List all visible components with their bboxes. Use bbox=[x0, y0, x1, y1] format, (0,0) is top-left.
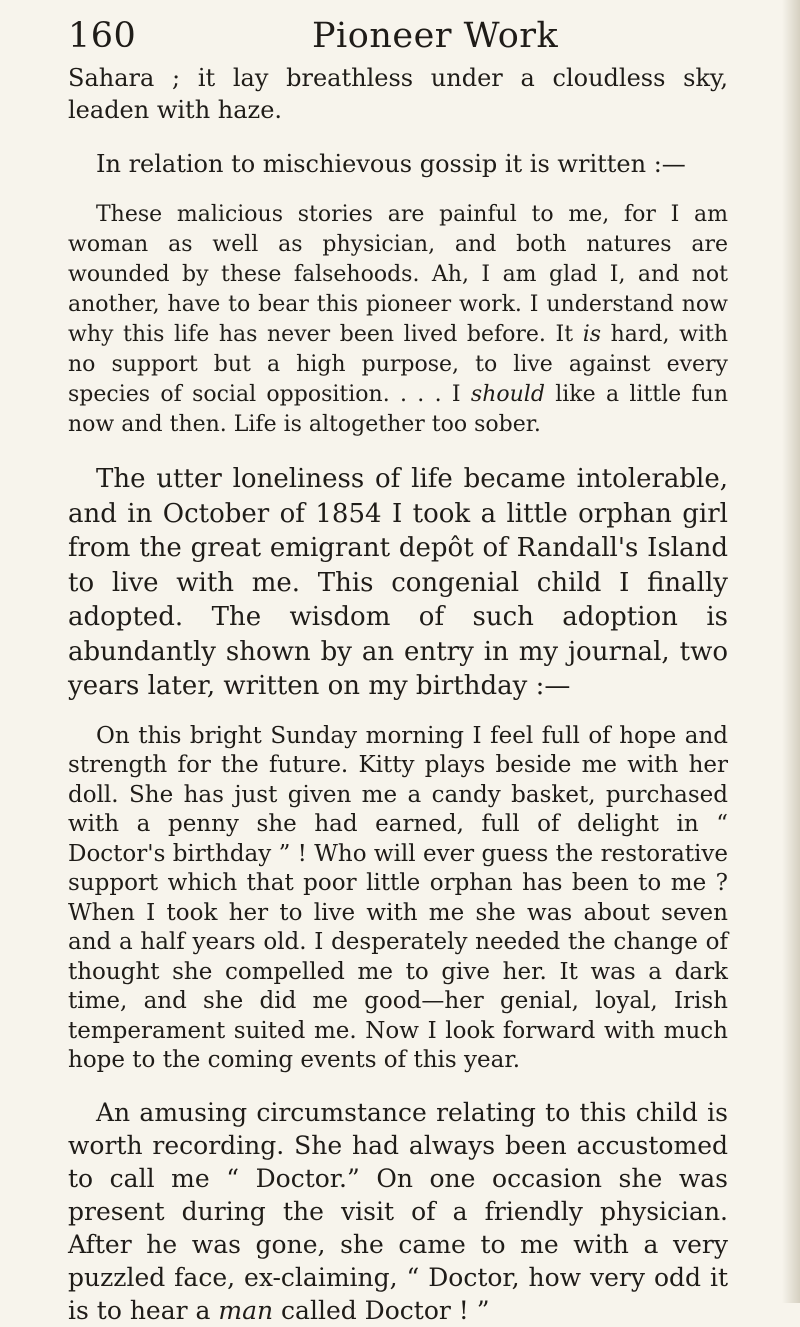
paragraph-loneliness-adoption: The utter loneliness of life became intolerable, and in October of 1854 I took a little orphan girl from the great emigrant depôt of Randall's Island to live with me. This congenial child I finally adopted. The wisdom of such adoption is abundantly shown by an entry in my journal, two years later, written on my birthday :— bbox=[68, 464, 728, 701]
emphasis-should: should bbox=[470, 382, 545, 407]
paragraph-amusing-circumstance bbox=[68, 1096, 728, 1327]
emphasis-is: is bbox=[582, 322, 602, 347]
quote-text-part: hard, with no support but a high purpose, to live against every species of social opposition. . . . I bbox=[68, 322, 728, 407]
quote-text-part: These malicious stories are painful to me, for I am woman as well as physician, and both natures are wounded by these falsehoods. Ah, I am glad I, and not another, have to bear this pioneer work. I understand now why this life has never been lived before. It bbox=[68, 202, 728, 347]
paragraph-gossip-intro: In relation to mischievous gossip it is written :— bbox=[96, 150, 686, 178]
anecdote-text-part: An amusing circumstance relating to this child is worth recording. She had always been accustomed to call me “ Doctor.” On one occasion she was present during the visit of a friendly physician. After he was gone, she came to me with a very puzzled face, ex-claiming, “ Doctor, how very odd it is to hear a bbox=[68, 1097, 728, 1325]
paragraph-continuation: Sahara ; it lay breathless under a cloudless sky, leaden with haze. bbox=[68, 64, 728, 124]
quote-journal-birthday: On this bright Sunday morning I feel full of hope and strength for the future. Kitty plays beside me with her doll. She has just given me a candy basket, purchased with a penny she had earned, full of delight in “ Doctor's birthday ” ! Who will ever guess the restorative support which that poor little orphan has been to me ? When I took her to live with me she was about seven and a half years old. I desperately needed the change of thought she compelled me to give her. It was a dark time, and she did me good—her genial, loyal, Irish temperament suited me. Now I look forward with much hope to the coming events of this year. bbox=[68, 722, 728, 1073]
anecdote-text-part: called Doctor ! ” bbox=[273, 1295, 490, 1325]
page-body bbox=[68, 62, 728, 1327]
emphasis-man: man bbox=[218, 1295, 274, 1325]
quote-journal-malicious-stories bbox=[68, 200, 728, 440]
running-title: Pioneer Work bbox=[312, 16, 559, 56]
page-header bbox=[68, 10, 728, 60]
quote-text-part: like a little fun now and then. Life is altogether too sober. bbox=[68, 382, 728, 437]
page-edge-shadow bbox=[782, 0, 800, 1303]
page-number: 160 bbox=[68, 16, 137, 56]
